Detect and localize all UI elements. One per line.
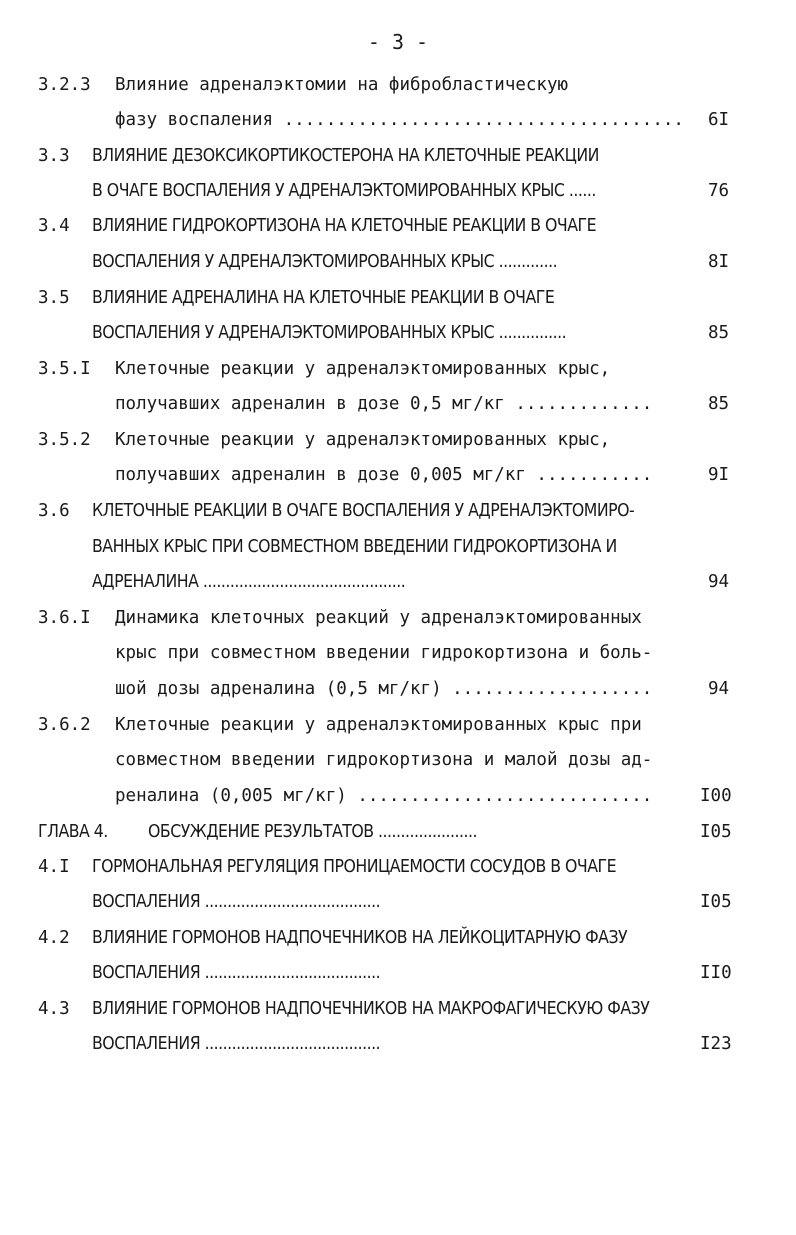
toc-entry-title-line: Влияние адреналэктомии на фибробластическую <box>115 75 569 95</box>
toc-entry-title-line: АДРЕНАЛИНА ............................................. <box>92 572 406 592</box>
toc-entry-title-line: ВОСПАЛЕНИЯ ....................................... <box>92 963 381 983</box>
toc-entry-title-line: ОБСУЖДЕНИЕ РЕЗУЛЬТАТОВ ...................... <box>148 822 477 842</box>
toc-entry-number: 3.6 <box>38 501 70 521</box>
toc-entry-title-line: Клеточные реакции у адреналэктомированных крыс, <box>115 359 611 379</box>
toc-entry-page: I00 <box>700 786 732 806</box>
toc-entry-number: 3.6.I <box>38 608 91 628</box>
toc-entry-title-line: ВЛИЯНИЕ ГОРМОНОВ НАДПОЧЕЧНИКОВ НА ЛЕЙКОЦИТАРНУЮ ФАЗУ <box>92 928 628 948</box>
toc-entry-title-line: В ОЧАГЕ ВОСПАЛЕНИЯ У АДРЕНАЛЭКТОМИРОВАННЫХ КРЫС ...... <box>92 181 596 201</box>
toc-entry-number: 3.6.2 <box>38 715 91 735</box>
toc-entry-number: 3.2.3 <box>38 75 91 95</box>
toc-entry-number: 4.3 <box>38 999 70 1019</box>
toc-entry-page: 6I <box>708 110 730 130</box>
toc-entry-page: 8I <box>708 252 730 272</box>
toc-entry-page: I05 <box>700 822 732 842</box>
toc-entry-title-line: Клеточные реакции у адреналэктомированных крыс при <box>115 715 642 735</box>
toc-entry-title-line: получавших адреналин в дозе 0,5 мг/кг ............. <box>115 394 653 414</box>
toc-entry-page: I05 <box>700 892 732 912</box>
toc-entry-title-line: совместном введении гидрокортизона и малой дозы ад- <box>115 750 653 770</box>
toc-entry-number: 4.I <box>38 857 70 877</box>
toc-entry-title-line: ВЛИЯНИЕ ДЕЗОКСИКОРТИКОСТЕРОНА НА КЛЕТОЧНЫЕ РЕАКЦИИ <box>92 146 599 166</box>
page-number: - 3 - <box>367 30 429 54</box>
toc-entry-number: 4.2 <box>38 928 70 948</box>
toc-entry-title-line: ВОСПАЛЕНИЯ У АДРЕНАЛЭКТОМИРОВАННЫХ КРЫС ............... <box>92 323 567 343</box>
toc-entry-page: I23 <box>700 1034 732 1054</box>
toc-entry-title-line: Динамика клеточных реакций у адреналэктомированных <box>115 608 642 628</box>
toc-entry-number: 3.5.2 <box>38 430 91 450</box>
toc-entry-page: 94 <box>708 679 730 699</box>
toc-entry-title-line: реналина (0,005 мг/кг) ............................ <box>115 786 653 806</box>
toc-entry-number: 3.3 <box>38 146 70 166</box>
toc-entry-page: 85 <box>708 323 730 343</box>
toc-entry-page: 76 <box>708 181 730 201</box>
toc-entry-title-line: крыс при совместном введении гидрокортизона и боль- <box>115 643 653 663</box>
toc-entry-page: 9I <box>708 465 730 485</box>
toc-entry-title-line: ВЛИЯНИЕ ГИДРОКОРТИЗОНА НА КЛЕТОЧНЫЕ РЕАКЦИИ В ОЧАГЕ <box>92 216 597 236</box>
toc-entry-title-line: Клеточные реакции у адреналэктомированных крыс, <box>115 430 611 450</box>
toc-entry-number: 3.5.I <box>38 359 91 379</box>
toc-entry-number: 3.4 <box>38 216 70 236</box>
toc-entry-number: ГЛАВА 4. <box>38 822 108 842</box>
toc-entry-title-line: ВОСПАЛЕНИЯ ....................................... <box>92 892 381 912</box>
toc-entry-title-line: ВЛИЯНИЕ ГОРМОНОВ НАДПОЧЕЧНИКОВ НА МАКРОФАГИЧЕСКУЮ ФАЗУ <box>92 999 650 1019</box>
toc-entry-title-line: ГОРМОНАЛЬНАЯ РЕГУЛЯЦИЯ ПРОНИЦАЕМОСТИ СОСУДОВ В ОЧАГЕ <box>92 857 617 877</box>
toc-entry-title-line: КЛЕТОЧНЫЕ РЕАКЦИИ В ОЧАГЕ ВОСПАЛЕНИЯ У АДРЕНАЛЭКТОМИРО- <box>92 501 635 521</box>
toc-entry-page: 85 <box>708 394 730 414</box>
toc-entry-title-line: ВОСПАЛЕНИЯ ....................................... <box>92 1034 381 1054</box>
toc-entry-title-line: получавших адреналин в дозе 0,005 мг/кг ........... <box>115 465 653 485</box>
toc-entry-title-line: ВАННЫХ КРЫС ПРИ СОВМЕСТНОМ ВВЕДЕНИИ ГИДРОКОРТИЗОНА И <box>92 537 617 557</box>
toc-entry-number: 3.5 <box>38 288 70 308</box>
toc-entry-page: II0 <box>700 963 732 983</box>
toc-entry-title-line: шой дозы адреналина (0,5 мг/кг) ................... <box>115 679 653 699</box>
toc-entry-title-line: ВОСПАЛЕНИЯ У АДРЕНАЛЭКТОМИРОВАННЫХ КРЫС ............. <box>92 252 558 272</box>
toc-entry-title-line: ВЛИЯНИЕ АДРЕНАЛИНА НА КЛЕТОЧНЫЕ РЕАКЦИИ В ОЧАГЕ <box>92 288 555 308</box>
toc-entry-page: 94 <box>708 572 730 592</box>
toc-entry-title-line: фазу воспаления ...................................... <box>115 110 684 130</box>
